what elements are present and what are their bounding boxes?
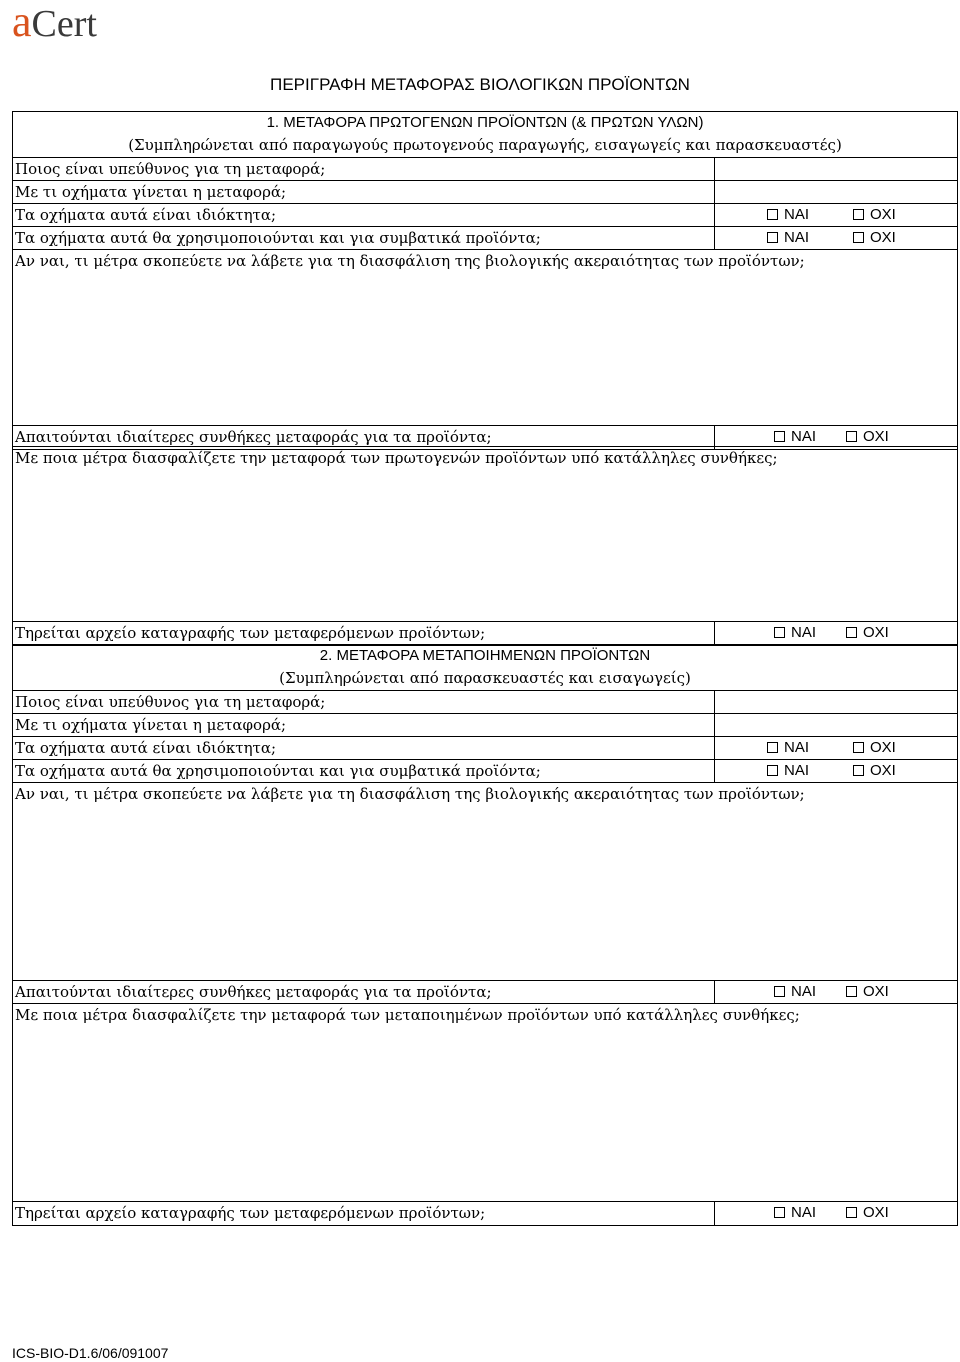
no-label: ΟΧΙ — [863, 624, 889, 641]
logo-letter-a: a — [12, 0, 32, 46]
s1-row-conventional — [13, 227, 957, 250]
no-label: ΟΧΙ — [870, 229, 896, 246]
page-title: ΠΕΡΙΓΡΑΦΗ ΜΕΤΑΦΟΡΑΣ ΒΙΟΛΟΓΙΚΩΝ ΠΡΟΪΟΝΤΩΝ — [270, 75, 690, 94]
s1-answer-records — [714, 622, 957, 645]
s2-owned-no-option[interactable] — [853, 737, 896, 759]
acert-logo — [12, 2, 97, 44]
section-2-heading-block — [13, 645, 957, 691]
s1-row-owned — [13, 204, 957, 227]
s1-conditions-yes-option[interactable] — [774, 426, 816, 448]
s2-records-yes-option[interactable] — [774, 1202, 816, 1224]
checkbox-icon[interactable] — [846, 986, 857, 997]
yes-label: ΝΑΙ — [791, 624, 817, 641]
s2-conditions-no-option[interactable] — [846, 981, 889, 1003]
s2-owned-yes-option[interactable] — [767, 737, 809, 759]
s1-owned-no-option[interactable] — [853, 204, 896, 226]
s1-records-yes-option[interactable] — [774, 622, 816, 644]
section-1-table — [12, 111, 958, 450]
s1-conventional-no-option[interactable] — [853, 227, 896, 249]
s2-ensure-box[interactable] — [13, 1004, 957, 1202]
section-1-heading-block — [13, 112, 957, 158]
section-1-heading: 1. ΜΕΤΑΦΟΡΑ ΠΡΩΤΟΓΕΝΩΝ ΠΡΟΪΟΝΤΩΝ (& ΠΡΩΤΩΝ ΥΛΩΝ) — [266, 114, 704, 131]
s1-measures-box[interactable] — [13, 250, 957, 426]
s1-row-records — [13, 622, 957, 645]
s1-answer-vehicles[interactable] — [714, 181, 957, 203]
s2-answer-responsible[interactable] — [714, 691, 957, 713]
checkbox-icon[interactable] — [767, 232, 778, 243]
s1-answer-conventional — [714, 227, 957, 249]
section-2-table — [12, 644, 958, 1226]
s1-conventional-yes-option[interactable] — [767, 227, 809, 249]
s1-row-vehicles — [13, 181, 957, 204]
no-label: ΟΧΙ — [870, 206, 896, 223]
s2-answer-owned — [714, 737, 957, 759]
s2-measures-box[interactable] — [13, 783, 957, 981]
yes-label: ΝΑΙ — [784, 206, 810, 223]
s2-row-responsible — [13, 691, 957, 714]
s1-answer-owned — [714, 204, 957, 226]
s2-row-owned — [13, 737, 957, 760]
checkbox-icon[interactable] — [767, 742, 778, 753]
s2-q-conventional: Τα οχήματα αυτά θα χρησιμοποιούνται και για συμβατικά προϊόντα; — [15, 762, 541, 780]
s2-conventional-yes-option[interactable] — [767, 760, 809, 782]
s2-q-records: Τηρείται αρχείο καταγραφής των μεταφερόμενων προϊόντων; — [15, 1204, 486, 1222]
checkbox-icon[interactable] — [853, 232, 864, 243]
checkbox-icon[interactable] — [774, 627, 785, 638]
s1-q-owned: Τα οχήματα αυτά είναι ιδιόκτητα; — [15, 206, 277, 224]
s2-q-vehicles: Με τι οχήματα γίνεται η μεταφορά; — [15, 716, 287, 734]
yes-label: ΝΑΙ — [791, 428, 817, 445]
s1-row-responsible — [13, 158, 957, 181]
checkbox-icon[interactable] — [846, 431, 857, 442]
section-1-subheading: (Συμπληρώνεται από παραγωγούς πρωτογενούς παραγωγής, εισαγωγείς και παρασκευαστές) — [128, 136, 842, 154]
s2-q-owned: Τα οχήματα αυτά είναι ιδιόκτητα; — [15, 739, 277, 757]
yes-label: ΝΑΙ — [791, 1204, 817, 1221]
s2-answer-conditions — [714, 981, 957, 1003]
s2-row-vehicles — [13, 714, 957, 737]
section-2-heading: 2. ΜΕΤΑΦΟΡΑ ΜΕΤΑΠΟΙΗΜΕΝΩΝ ΠΡΟΪΟΝΤΩΝ — [319, 647, 651, 664]
checkbox-icon[interactable] — [853, 209, 864, 220]
checkbox-icon[interactable] — [853, 742, 864, 753]
s2-q-conditions: Απαιτούνται ιδιαίτερες συνθήκες μεταφοράς για τα προϊόντα; — [15, 983, 492, 1001]
s1-owned-yes-option[interactable] — [767, 204, 809, 226]
s1-q-responsible: Ποιος είναι υπεύθυνος για τη μεταφορά; — [15, 160, 326, 178]
s1-q-ensure: Με ποια μέτρα διασφαλίζετε την μεταφορά των πρωτογενών προϊόντων υπό κατάλληλες συνθήκες; — [15, 449, 778, 467]
s2-row-conventional — [13, 760, 957, 783]
yes-label: ΝΑΙ — [791, 983, 817, 1000]
checkbox-icon[interactable] — [846, 1207, 857, 1218]
yes-label: ΝΑΙ — [784, 229, 810, 246]
s1-answer-responsible[interactable] — [714, 158, 957, 180]
yes-label: ΝΑΙ — [784, 739, 810, 756]
s2-q-ensure: Με ποια μέτρα διασφαλίζετε την μεταφορά των μεταποιημένων προϊόντων υπό κατάλληλες συνθήκες; — [15, 1006, 800, 1024]
s2-answer-conventional — [714, 760, 957, 782]
document-code: ICS-BIO-D1.6/06/091007 — [12, 1345, 169, 1361]
checkbox-icon[interactable] — [774, 431, 785, 442]
s1-q-conditions: Απαιτούνται ιδιαίτερες συνθήκες μεταφοράς για τα προϊόντα; — [15, 428, 492, 446]
s2-q-responsible: Ποιος είναι υπεύθυνος για τη μεταφορά; — [15, 693, 326, 711]
no-label: ΟΧΙ — [863, 1204, 889, 1221]
s2-records-no-option[interactable] — [846, 1202, 889, 1224]
s1-conditions-no-option[interactable] — [846, 426, 889, 448]
s2-answer-vehicles[interactable] — [714, 714, 957, 736]
s2-conventional-no-option[interactable] — [853, 760, 896, 782]
section-2-subheading: (Συμπληρώνεται από παρασκευαστές και εισαγωγείς) — [279, 669, 691, 687]
checkbox-icon[interactable] — [774, 1207, 785, 1218]
no-label: ΟΧΙ — [870, 762, 896, 779]
s1-q-conventional: Τα οχήματα αυτά θα χρησιμοποιούνται και για συμβατικά προϊόντα; — [15, 229, 541, 247]
no-label: ΟΧΙ — [870, 739, 896, 756]
s1-q-vehicles: Με τι οχήματα γίνεται η μεταφορά; — [15, 183, 287, 201]
logo-cert: Cert — [31, 3, 97, 45]
checkbox-icon[interactable] — [846, 627, 857, 638]
s1-q-measures: Αν ναι, τι μέτρα σκοπεύετε να λάβετε για τη διασφάλιση της βιολογικής ακεραιότητας των προϊόντων; — [15, 252, 805, 270]
checkbox-icon[interactable] — [767, 765, 778, 776]
s2-q-measures: Αν ναι, τι μέτρα σκοπεύετε να λάβετε για τη διασφάλιση της βιολογικής ακεραιότητας των προϊόντων; — [15, 785, 805, 803]
checkbox-icon[interactable] — [774, 986, 785, 997]
checkbox-icon[interactable] — [853, 765, 864, 776]
s2-answer-records — [714, 1202, 957, 1225]
s1-ensure-box[interactable] — [13, 447, 957, 622]
section-1-continued-table — [12, 446, 958, 646]
checkbox-icon[interactable] — [767, 209, 778, 220]
s2-conditions-yes-option[interactable] — [774, 981, 816, 1003]
no-label: ΟΧΙ — [863, 983, 889, 1000]
no-label: ΟΧΙ — [863, 428, 889, 445]
s2-row-conditions — [13, 981, 957, 1004]
s2-row-records — [13, 1202, 957, 1225]
s1-records-no-option[interactable] — [846, 622, 889, 644]
s1-q-records: Τηρείται αρχείο καταγραφής των μεταφερόμενων προϊόντων; — [15, 624, 486, 642]
yes-label: ΝΑΙ — [784, 762, 810, 779]
